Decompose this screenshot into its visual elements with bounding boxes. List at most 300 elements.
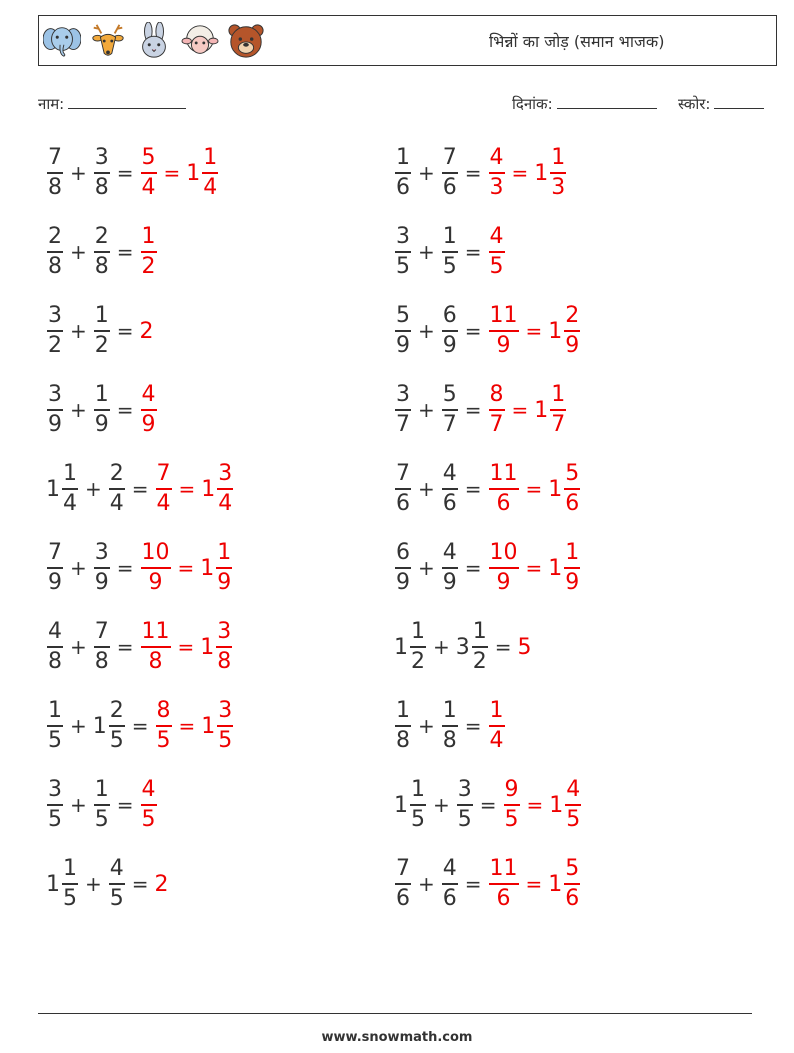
plus-sign: + (70, 319, 87, 343)
denominator: 4 (156, 490, 171, 516)
equals-sign: = (178, 714, 196, 738)
fraction-bar (217, 725, 233, 727)
denominator: 7 (551, 411, 566, 437)
addend-1 (46, 145, 64, 201)
plus-sign: + (85, 872, 102, 896)
problem-row (394, 143, 567, 203)
fraction-bar (550, 172, 566, 174)
equals-sign: = (464, 477, 482, 501)
plus-sign: + (418, 240, 435, 264)
problem-expression (394, 619, 518, 675)
fraction-bar (94, 646, 110, 648)
problem-expression (46, 224, 140, 280)
addend-1 (394, 303, 412, 359)
denominator: 8 (148, 648, 163, 674)
fraction (47, 382, 63, 438)
whole-number: 1 (394, 634, 408, 660)
fraction-bar (395, 409, 411, 411)
fraction (489, 303, 519, 359)
fraction-bar (504, 804, 520, 806)
fraction-bar (47, 330, 63, 332)
addend-2 (93, 303, 111, 359)
denominator: 7 (396, 411, 410, 437)
numerator: 4 (109, 856, 124, 882)
answer (488, 540, 582, 596)
plus-sign: + (70, 635, 87, 659)
score-label: स्कोर: (678, 95, 711, 113)
numerator: 3 (48, 777, 62, 803)
answer-value (140, 619, 172, 675)
equals-sign: = (525, 319, 543, 343)
problem-row (46, 143, 219, 203)
answer-value (140, 319, 155, 344)
problem-row (394, 380, 567, 440)
fraction (216, 540, 232, 596)
fraction-bar (141, 567, 171, 569)
answer (140, 145, 220, 201)
numerator: 1 (411, 777, 425, 803)
fraction (141, 777, 157, 833)
fraction (109, 461, 125, 517)
fraction (550, 382, 566, 438)
denominator: 6 (496, 885, 511, 911)
fraction-bar (395, 883, 411, 885)
denominator: 5 (94, 806, 109, 832)
fraction (564, 540, 580, 596)
problem-expression (394, 382, 488, 438)
plus-sign: + (70, 714, 87, 738)
answer (488, 856, 582, 912)
score-field[interactable] (678, 94, 764, 114)
denominator: 3 (551, 174, 566, 200)
animal-strip (43, 22, 265, 60)
fraction-bar (489, 330, 519, 332)
numerator: 3 (48, 303, 62, 329)
numerator: 1 (48, 698, 62, 724)
fraction (94, 145, 110, 201)
fraction-bar (489, 725, 505, 727)
fraction-bar (94, 567, 110, 569)
addend-1 (46, 540, 64, 596)
answer (155, 461, 235, 517)
fraction-bar (564, 330, 580, 332)
denominator: 8 (94, 253, 109, 279)
denominator: 5 (48, 806, 62, 832)
fraction (442, 461, 458, 517)
numerator: 2 (48, 224, 62, 250)
fraction (141, 619, 171, 675)
problem-row (46, 380, 158, 440)
fraction (141, 382, 157, 438)
fraction (395, 224, 411, 280)
fraction (457, 777, 473, 833)
numerator: 4 (442, 856, 457, 882)
denominator: 5 (489, 253, 504, 279)
fraction-bar (410, 646, 426, 648)
answer (488, 145, 568, 201)
plus-sign: + (418, 398, 435, 422)
problem-expression (46, 540, 140, 596)
fraction (472, 619, 488, 675)
equals-sign: = (116, 398, 134, 422)
problem-row (394, 301, 581, 361)
rabbit-icon (135, 22, 173, 60)
numerator: 3 (396, 224, 410, 250)
fraction-bar (489, 488, 519, 490)
numerator: 8 (156, 698, 171, 724)
problem-row (46, 301, 155, 361)
fraction (109, 698, 125, 754)
answer-value (140, 224, 158, 280)
denominator: 8 (217, 648, 232, 674)
denominator: 4 (63, 490, 77, 516)
denominator: 6 (565, 490, 580, 516)
fraction (47, 619, 63, 675)
equals-sign: = (464, 240, 482, 264)
numerator: 3 (94, 540, 109, 566)
numerator: 1 (442, 698, 457, 724)
denominator: 9 (442, 569, 457, 595)
fraction-bar (457, 804, 473, 806)
denominator: 5 (411, 806, 425, 832)
numerator: 1 (94, 382, 109, 408)
footer-divider (38, 1013, 752, 1014)
answer (140, 382, 158, 438)
denominator: 6 (565, 885, 580, 911)
problem-row (46, 459, 234, 519)
problem-row (394, 222, 506, 282)
problem-row (46, 222, 158, 282)
numerator: 10 (141, 540, 170, 566)
numerator: 1 (94, 777, 109, 803)
fraction (504, 777, 520, 833)
fraction-bar (442, 883, 458, 885)
numerator: 6 (396, 540, 410, 566)
answer-value (140, 777, 158, 833)
numerator: 7 (396, 856, 410, 882)
fraction-bar (564, 883, 580, 885)
equals-sign: = (116, 556, 134, 580)
problem-row (46, 775, 158, 835)
answer-value (549, 777, 582, 833)
date-blank[interactable] (557, 94, 657, 109)
addend-1 (394, 382, 412, 438)
addend-2 (441, 224, 459, 280)
denominator: 4 (203, 174, 218, 200)
fraction (489, 145, 505, 201)
equals-sign: = (116, 635, 134, 659)
header-box (38, 15, 777, 66)
denominator: 5 (218, 727, 233, 753)
whole-number: 3 (455, 634, 470, 660)
answer-value (488, 303, 520, 359)
plus-sign: + (418, 477, 435, 501)
fraction (489, 224, 505, 280)
plus-sign: + (70, 793, 87, 817)
whole-number: 1 (548, 476, 563, 502)
footer-url: www.snowmath.com (321, 1030, 473, 1045)
fraction (564, 461, 580, 517)
numerator: 1 (472, 619, 487, 645)
fraction-bar (47, 804, 63, 806)
fraction-bar (442, 488, 458, 490)
equals-sign: = (464, 161, 482, 185)
fraction-bar (395, 567, 411, 569)
denominator: 9 (496, 569, 511, 595)
plus-sign: + (70, 240, 87, 264)
denominator: 9 (94, 569, 109, 595)
equals-sign: = (464, 398, 482, 422)
fraction-bar (489, 883, 519, 885)
fraction-bar (47, 646, 63, 648)
equals-sign: = (131, 872, 149, 896)
problem-expression (394, 303, 488, 359)
fraction-bar (94, 409, 110, 411)
fraction-bar (141, 172, 157, 174)
problem-row (46, 538, 233, 598)
numerator: 1 (489, 698, 504, 724)
denominator: 9 (442, 332, 457, 358)
name-blank[interactable] (68, 94, 186, 109)
fraction (156, 461, 172, 517)
numerator: 2 (94, 224, 109, 250)
problem-expression (46, 461, 155, 517)
equals-sign: = (116, 240, 134, 264)
date-field[interactable] (512, 94, 657, 114)
whole-number: 1 (548, 871, 563, 897)
answer-value (201, 461, 234, 517)
denominator: 9 (217, 569, 232, 595)
addend-1 (394, 856, 412, 912)
fraction (489, 461, 519, 517)
fraction-bar (109, 883, 125, 885)
addend-2 (108, 856, 126, 912)
fraction-bar (564, 567, 580, 569)
numerator: 1 (396, 145, 410, 171)
answer-value (140, 540, 172, 596)
plus-sign: + (70, 398, 87, 422)
fraction-bar (442, 567, 458, 569)
denominator: 8 (48, 174, 62, 200)
whole-number: 1 (200, 634, 215, 660)
fraction (217, 698, 233, 754)
fraction-bar (141, 251, 157, 253)
plus-sign: + (418, 714, 435, 738)
numerator: 5 (141, 145, 156, 171)
numerator: 11 (489, 856, 518, 882)
addend-1 (394, 698, 412, 754)
numerator: 3 (94, 145, 109, 171)
problem-expression (46, 619, 140, 675)
denominator: 9 (496, 332, 511, 358)
fraction (109, 856, 125, 912)
numerator: 1 (203, 145, 218, 171)
fraction (395, 382, 411, 438)
problem-expression (46, 856, 155, 912)
denominator: 9 (48, 569, 62, 595)
answer-value (140, 145, 158, 201)
problem-row (394, 538, 581, 598)
problem-expression (46, 145, 140, 201)
fraction (141, 145, 157, 201)
denominator: 9 (396, 569, 410, 595)
plus-sign: + (418, 161, 435, 185)
fraction-bar (395, 488, 411, 490)
numerator: 1 (63, 461, 77, 487)
fraction (395, 303, 411, 359)
fraction-bar (217, 488, 233, 490)
numerator: 1 (411, 619, 425, 645)
equals-sign: = (116, 161, 134, 185)
date-label: दिनांक: (512, 95, 553, 113)
answer (155, 872, 170, 897)
numerator: 1 (396, 698, 410, 724)
denominator: 6 (442, 490, 457, 516)
bear-icon (227, 22, 265, 60)
numerator: 4 (442, 540, 457, 566)
numerator: 4 (141, 382, 156, 408)
fraction-bar (395, 330, 411, 332)
numerator: 2 (109, 461, 124, 487)
whole-number: 1 (534, 397, 549, 423)
answer (155, 698, 235, 754)
answer-value (488, 145, 506, 201)
fraction-bar (141, 409, 157, 411)
fraction-bar (216, 567, 232, 569)
answer-value (488, 382, 506, 438)
fraction (410, 777, 426, 833)
fraction-bar (47, 172, 63, 174)
fraction (216, 619, 232, 675)
denominator: 9 (565, 569, 580, 595)
fraction (564, 856, 580, 912)
denominator: 8 (94, 648, 109, 674)
plus-sign: + (418, 319, 435, 343)
denominator: 4 (489, 727, 504, 753)
fraction-bar (109, 488, 125, 490)
problem-row (394, 775, 582, 835)
plus-sign: + (70, 161, 87, 185)
answer-value (155, 461, 173, 517)
fraction-bar (489, 172, 505, 174)
numerator: 3 (218, 698, 233, 724)
numerator: 3 (396, 382, 410, 408)
answer (140, 619, 234, 675)
addend-1 (394, 145, 412, 201)
answer (488, 303, 582, 359)
fraction-bar (202, 172, 218, 174)
fraction (62, 461, 78, 517)
numerator: 5 (565, 856, 580, 882)
answer-value (140, 382, 158, 438)
fraction-bar (156, 488, 172, 490)
fraction-bar (395, 725, 411, 727)
whole-number: 1 (534, 160, 549, 186)
fraction-bar (62, 488, 78, 490)
fraction (156, 698, 172, 754)
denominator: 5 (156, 727, 171, 753)
fraction (489, 382, 505, 438)
fraction (202, 145, 218, 201)
addend-2 (108, 461, 126, 517)
equals-sign: = (177, 556, 195, 580)
addend-1 (394, 224, 412, 280)
fraction-bar (410, 804, 426, 806)
denominator: 9 (148, 569, 163, 595)
answer-value (548, 540, 581, 596)
fraction-bar (442, 172, 458, 174)
deer-icon (89, 22, 127, 60)
denominator: 9 (141, 411, 156, 437)
fraction (395, 856, 411, 912)
whole-number: 1 (549, 792, 564, 818)
denominator: 2 (411, 648, 425, 674)
answer-value (548, 303, 581, 359)
fraction-bar (550, 409, 566, 411)
answer (140, 319, 155, 344)
fraction (141, 224, 157, 280)
equals-sign: = (178, 477, 196, 501)
denominator: 6 (396, 174, 410, 200)
fraction (565, 777, 581, 833)
whole-number: 2 (154, 871, 169, 897)
answer (488, 382, 568, 438)
addend-2 (93, 145, 111, 201)
score-blank[interactable] (714, 94, 764, 109)
equals-sign: = (177, 635, 195, 659)
denominator: 5 (457, 806, 472, 832)
whole-number: 1 (200, 555, 215, 581)
fraction (94, 540, 110, 596)
whole-number: 2 (139, 318, 154, 344)
problem-expression (46, 303, 140, 359)
numerator: 1 (551, 382, 566, 408)
name-field[interactable] (38, 94, 186, 114)
fraction (442, 145, 458, 201)
elephant-icon (43, 22, 81, 60)
fraction (564, 303, 580, 359)
addend-2 (441, 540, 459, 596)
fraction-bar (442, 409, 458, 411)
whole-number: 1 (394, 792, 408, 818)
addend-2 (93, 619, 111, 675)
denominator: 5 (396, 253, 410, 279)
numerator: 4 (48, 619, 62, 645)
fraction (395, 698, 411, 754)
problem-row (394, 617, 533, 677)
answer (488, 224, 506, 280)
denominator: 8 (48, 253, 62, 279)
fraction (217, 461, 233, 517)
equals-sign: = (494, 635, 512, 659)
denominator: 9 (94, 411, 109, 437)
problem-row (394, 459, 581, 519)
fraction-bar (62, 883, 78, 885)
fraction (442, 382, 458, 438)
whole-number: 1 (201, 713, 216, 739)
addend-1 (46, 461, 79, 517)
numerator: 3 (218, 461, 233, 487)
answer-value (488, 461, 520, 517)
fraction (47, 145, 63, 201)
fraction-bar (489, 567, 519, 569)
addend-1 (394, 540, 412, 596)
whole-number: 1 (201, 476, 216, 502)
fraction-bar (442, 251, 458, 253)
fraction-bar (94, 172, 110, 174)
fraction (395, 461, 411, 517)
addend-1 (46, 777, 64, 833)
